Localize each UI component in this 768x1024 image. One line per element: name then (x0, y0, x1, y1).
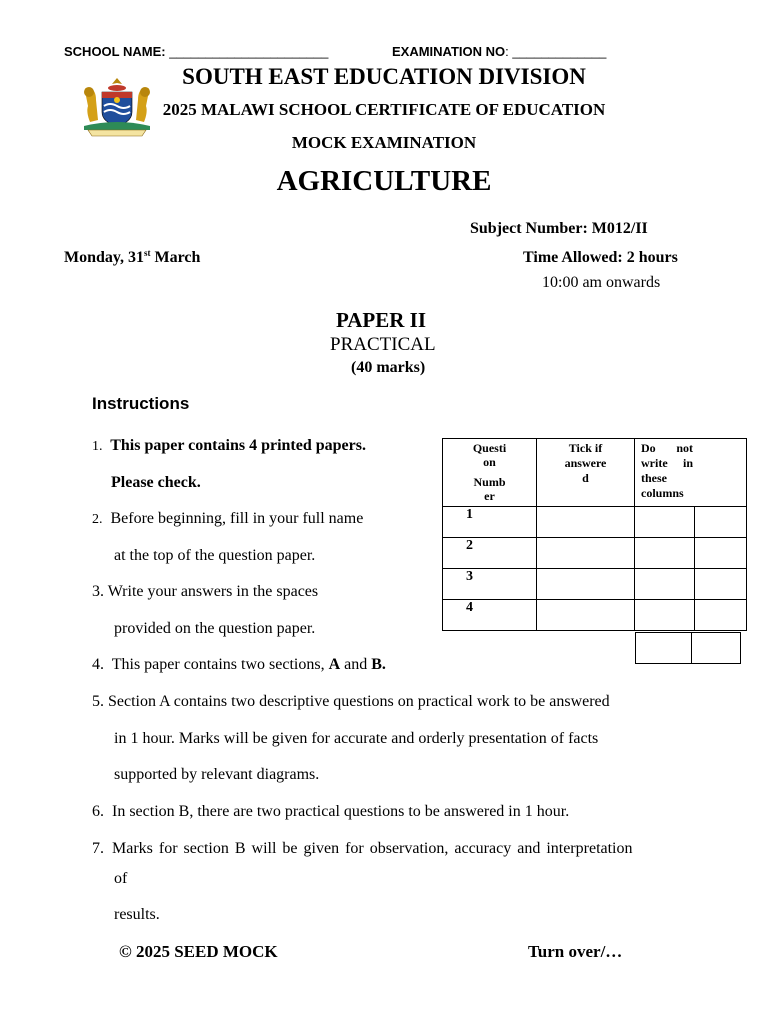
instruction-3-cont: provided on the question paper. (114, 620, 316, 637)
header-word: in (682, 456, 693, 470)
division-title: SOUTH EAST EDUCATION DIVISION (182, 64, 586, 89)
certificate-title: 2025 MALAWI SCHOOL CERTIFICATE OF EDUCATION (162, 100, 606, 119)
tick-cell[interactable] (537, 507, 635, 538)
table-row (443, 507, 747, 538)
header-line: answere (564, 456, 607, 470)
copyright-footer: © 2025 SEED MOCK (119, 942, 278, 961)
instruction-5-cont: in 1 hour. Marks will be given for accurate and orderly presentation of facts (114, 730, 599, 747)
instructions-heading: Instructions (92, 394, 190, 413)
start-time: 10:00 am onwards (542, 274, 661, 291)
do-not-write-header (635, 439, 747, 507)
instruction-2-cont: at the top of the question paper. (114, 547, 316, 564)
header-line: d (582, 471, 589, 485)
table-row (443, 569, 747, 600)
exam-date-month: March (150, 249, 201, 266)
school-name-label: SCHOOL NAME: (64, 44, 166, 59)
header-word: these (641, 471, 667, 485)
instruction-7-cont: of (114, 870, 128, 887)
examiner-total-cell (636, 633, 692, 664)
exam-no-line (392, 44, 606, 59)
tick-cell[interactable] (537, 569, 635, 600)
exam-no-label: EXAMINATION NO (392, 44, 506, 59)
tick-cell[interactable] (537, 538, 635, 569)
header-line: er (484, 489, 495, 503)
header-line: Tick if (568, 441, 603, 455)
instruction-number: 2. (92, 512, 103, 527)
instruction-number: 7. (92, 840, 104, 857)
examiner-cell (694, 600, 746, 631)
instruction-number: 3. (92, 583, 104, 600)
header-word: write (641, 456, 668, 470)
examiner-total-cell (692, 633, 741, 664)
exam-type-title: MOCK EXAMINATION (291, 133, 477, 152)
question-number-cell: 1 (443, 507, 537, 538)
subject-number: Subject Number: M012/II (470, 220, 648, 237)
examiner-cell (694, 507, 746, 538)
instruction-text: This paper contains 4 printed papers. (110, 437, 366, 454)
examiner-total-row (635, 632, 741, 664)
question-number-cell: 2 (443, 538, 537, 569)
instruction-text: Before beginning, fill in your full name (110, 510, 364, 527)
exam-date-suffix: st (144, 248, 151, 258)
table-row (443, 538, 747, 569)
exam-date-day: Monday, 31 (64, 249, 145, 266)
question-number-cell: 3 (443, 569, 537, 600)
instruction-1 (92, 437, 366, 455)
examiner-cell (635, 600, 695, 631)
instruction-number: 5. (92, 693, 104, 710)
instruction-text: This paper contains two sections, (111, 656, 329, 673)
table-header-row (443, 439, 747, 507)
instruction-3 (92, 583, 318, 601)
question-number-cell: 4 (443, 600, 537, 631)
instruction-1-cont: Please check. (111, 474, 201, 491)
instruction-2 (92, 510, 363, 528)
examiner-cell (635, 507, 695, 538)
header-word: columns (641, 486, 684, 500)
instruction-5-cont2: supported by relevant diagrams. (114, 766, 320, 783)
header-line: Numb (473, 475, 506, 489)
question-number-header (443, 439, 537, 507)
examiner-cell (635, 569, 695, 600)
tick-cell[interactable] (537, 600, 635, 631)
exam-no-blank: _____________ (512, 44, 607, 59)
tick-header (537, 439, 635, 507)
school-name-blank: ______________________ (169, 44, 329, 59)
exam-date (64, 249, 200, 267)
table-row (443, 600, 747, 631)
header-line: on (483, 455, 496, 469)
instruction-text: Section A contains two descriptive questions on practical work to be answered (108, 693, 610, 710)
examiner-cell (635, 538, 695, 569)
examiner-cell (694, 538, 746, 569)
instruction-4 (92, 656, 386, 674)
instruction-number: 6. (92, 803, 104, 820)
question-tick-table (442, 438, 747, 631)
paper-title: PAPER II (336, 308, 427, 332)
instruction-7-cont2: results. (114, 906, 160, 923)
instruction-and: and (340, 656, 372, 673)
exam-no-colon: : (505, 44, 509, 59)
turn-over-footer: Turn over/… (528, 942, 623, 961)
school-name-line (64, 44, 328, 59)
header-line: Questi (472, 441, 507, 455)
header-word: Do (641, 441, 656, 455)
examiner-cell (694, 569, 746, 600)
time-allowed: Time Allowed: 2 hours (523, 249, 678, 266)
subject-title: AGRICULTURE (276, 165, 492, 197)
instruction-text: Write your answers in the spaces (107, 583, 319, 600)
section-a-label: A (328, 656, 341, 673)
instruction-7 (92, 840, 633, 858)
section-b-label: B. (371, 656, 386, 673)
instruction-text: Marks for section B will be given for observation, accuracy and interpretation (112, 840, 633, 857)
instruction-text: In section B, there are two practical questions to be answered in 1 hour. (112, 803, 570, 820)
paper-type: PRACTICAL (330, 334, 436, 355)
total-marks: (40 marks) (351, 359, 426, 376)
header-word: not (676, 441, 693, 455)
instruction-number: 4. (92, 656, 104, 673)
instruction-6 (92, 803, 569, 821)
instruction-number: 1. (92, 439, 103, 454)
instruction-5 (92, 693, 610, 711)
